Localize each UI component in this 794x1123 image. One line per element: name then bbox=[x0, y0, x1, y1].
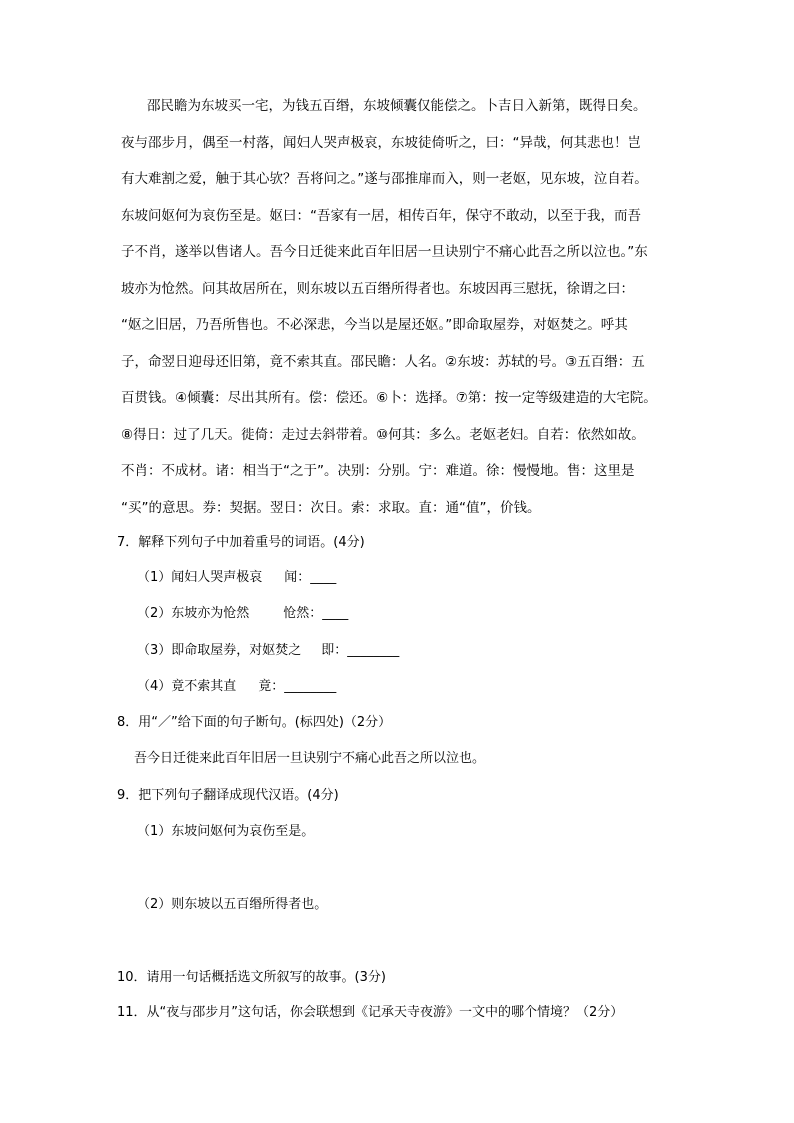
passage-line: 邵民瞻为东坡买一宅，为钱五百缗，东坡倾囊仅能偿之。卜吉日入新第，既得日矣。 bbox=[147, 98, 647, 114]
question-7-item-2 bbox=[137, 604, 348, 624]
question-9-title: 9．把下列句子翻译成现代汉语。(4分) bbox=[117, 788, 339, 803]
passage-line: “妪之旧居，乃吾所售也。不必深悲，今当以是屋还妪。”即命取屋券，对妪焚之。呼其 bbox=[121, 317, 628, 333]
item-word: 闻： bbox=[284, 570, 311, 585]
item-word: 竟： bbox=[258, 679, 285, 694]
passage-line: 子，命翌日迎母还旧第，竟不索其直。邵民瞻：人名。②东坡：苏轼的号。③五百缗：五 bbox=[121, 354, 645, 370]
question-11-title: 11．从“夜与邵步月”这句话，你会联想到《记承天寺夜游》一文中的哪个情境？（2分） bbox=[117, 1005, 624, 1020]
answer-blank[interactable]: ________ bbox=[284, 679, 337, 694]
answer-blank[interactable]: ____ bbox=[310, 570, 337, 585]
question-7-item-1 bbox=[137, 568, 336, 588]
question-10-title: 10．请用一句话概括选文所叙写的故事。(3分) bbox=[117, 970, 386, 985]
passage-line: 夜与邵步月，偶至一村落，闻妇人哭声极哀，东坡徒倚听之，曰：“异哉，何其悲也！岂 bbox=[121, 135, 641, 151]
item-sentence: （2）东坡亦为怆然 bbox=[137, 606, 250, 621]
answer-blank[interactable]: ________ bbox=[347, 643, 400, 658]
passage-line: 不肖：不成材。诸：相当于“之于”。决别：分别。宁：难道。徐：慢慢地。售：这里是 bbox=[121, 463, 635, 479]
question-9-item-1: （1）东坡问妪何为哀伤至是。 bbox=[137, 824, 315, 839]
question-7-title: 7．解释下列句子中加着重号的词语。(4分) bbox=[117, 535, 365, 550]
item-word: 怆然： bbox=[283, 606, 323, 621]
answer-blank[interactable]: ____ bbox=[322, 606, 349, 621]
passage-line: 坡亦为怆然。问其故居所在，则东坡以五百缗所得者也。东坡因再三慰抚，徐谓之曰： bbox=[121, 281, 634, 297]
question-7-item-4 bbox=[137, 677, 336, 697]
item-sentence: （4）竟不索其直 bbox=[137, 679, 237, 694]
item-sentence: （1）闻妇人哭声极哀 bbox=[137, 570, 263, 585]
item-sentence: （3）即命取屋券，对妪焚之 bbox=[137, 643, 302, 658]
item-word: 即： bbox=[321, 643, 348, 658]
question-7-item-3 bbox=[137, 641, 399, 661]
passage-line: 百贯钱。④倾囊：尽出其所有。偿：偿还。⑥卜：选择。⑦第：按一定等级建造的大宅院。 bbox=[121, 390, 657, 406]
question-8-title: 8．用“／”给下面的句子断句。(标四处)（2分） bbox=[117, 715, 392, 730]
passage-line: 东坡问妪何为哀伤至是。妪曰：“吾家有一居，相传百年，保守不敢动，以至于我，而吾 bbox=[121, 208, 641, 224]
passage-line: 有大难割之爱，触于其心欤？吾将问之。”遂与邵推扉而入，则一老妪，见东坡，泣自若。 bbox=[121, 171, 648, 187]
passage-line: 子不肖，遂举以售诸人。吾今日迁徙来此百年旧居一旦诀别宁不痛心此吾之所以泣也。”东 bbox=[121, 244, 648, 260]
question-9-item-2: （2）则东坡以五百缗所得者也。 bbox=[137, 897, 328, 912]
passage-line: “买”的意思。券：契据。翌日：次日。索：求取。直：通“值”，价钱。 bbox=[121, 500, 541, 516]
passage-line: ⑧得日：过了几天。徙倚：走过去斜带着。⑩何其：多么。老妪老妇。自若：依然如故。 bbox=[121, 427, 645, 443]
question-8-text: 吾今日迁徙来此百年旧居一旦诀别宁不痛心此吾之所以泣也。 bbox=[134, 751, 486, 766]
